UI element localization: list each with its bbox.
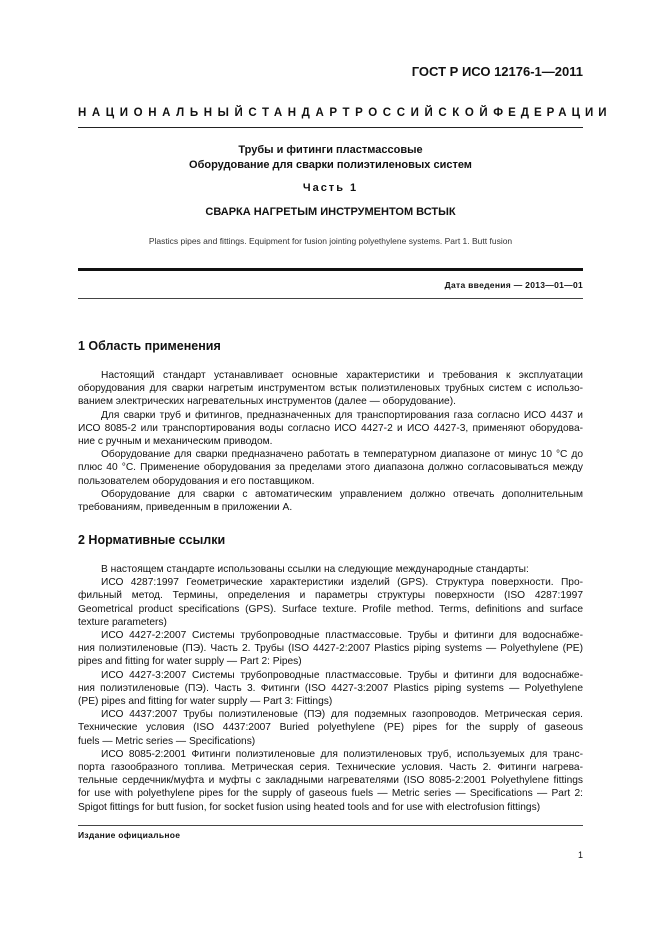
body-line: ния полиэтиленовые (ПЭ). Часть 2. Трубы (ISO 4427-2:2007 Plastics piping systems — Polyethylene (PE) bbox=[78, 643, 583, 655]
body-line: Оборудование для сварки предназначено работать в температурном диапазоне от минус 10 °С до bbox=[101, 449, 583, 461]
body-line: Оборудование для сварки с автоматическим управлением должно отвечать дополнительным bbox=[101, 488, 583, 500]
body-line: ИСО 4437:2007 Трубы полиэтиленовые (ПЭ) для подземных газопроводов. Метрическая серия. bbox=[101, 709, 583, 721]
section-2-heading: 2 Нормативные ссылки bbox=[78, 533, 226, 547]
header-rule bbox=[78, 127, 583, 128]
body-line: Spigot fittings for butt fusion, for socket fusion using heated tools and for use with electrofusion fittings) bbox=[78, 801, 541, 813]
body-line: ние с ручным и механическим приводом. bbox=[78, 436, 273, 448]
body-line: порта газообразного топлива. Метрическая серия. Технические условия. Часть 2. Фитинги нагрева- bbox=[78, 762, 583, 774]
body-line: Настоящий стандарт устанавливает основные характеристики и требования к эксплуатации bbox=[101, 370, 583, 381]
body-line: ИСО 8085-2 или транспортирования воды согласно ИСО 4427-2 и ИСО 4427-3, применяют оборудова- bbox=[78, 422, 583, 434]
banner-word: ФЕДЕРАЦИИ bbox=[493, 107, 612, 119]
title-line-1: Трубы и фитинги пластмассовые bbox=[238, 144, 423, 156]
section-1-heading: 1 Область применения bbox=[78, 339, 221, 353]
body-line: fuels — Metric series — Specifications) bbox=[78, 735, 256, 747]
national-standard-banner bbox=[78, 107, 612, 119]
body-line: texture parameters) bbox=[78, 616, 167, 628]
title-subtitle: СВАРКА НАГРЕТЫМ ИНСТРУМЕНТОМ ВСТЫК bbox=[205, 206, 456, 218]
banner-word: РОССИЙСКОЙ bbox=[355, 107, 494, 119]
section-2-body bbox=[78, 563, 583, 814]
body-line: оборудования для сварки нагретым инструментом встык полиэтиленовых трубных систем с использо- bbox=[78, 383, 583, 395]
date-rule bbox=[78, 298, 583, 299]
body-line: ния полиэтиленовые (ПЭ). Часть 3. Фитинги (ISO 4427-3:2007 Plastics piping systems — Polyethylene bbox=[78, 682, 583, 694]
section-1-body bbox=[78, 369, 583, 514]
body-line: for use with polyethylene pipes for the supply of gaseous fuels — Metric series — Specifications — Part 2: bbox=[78, 788, 583, 800]
body-line: требованиям, приведенным в приложении А. bbox=[78, 502, 293, 514]
body-line: В настоящем стандарте использованы ссылки на следующие международные стандарты: bbox=[101, 564, 529, 575]
introduction-date: Дата введения — 2013—01—01 bbox=[444, 280, 583, 290]
body-line: плюс 40 °С. Применение оборудования за пределами этого диапазона должно согласовываться между bbox=[78, 462, 583, 474]
title-line-2: Оборудование для сварки полиэтиленовых систем bbox=[189, 159, 472, 171]
body-line: Для сварки труб и фитингов, предназначенных для транспортирования газа согласно ИСО 4437 и bbox=[101, 409, 583, 421]
body-line: тельные сердечник/муфта и муфты с закладными нагревателями (ISO 8085-2:2001 Polyethylene fittings bbox=[78, 775, 583, 787]
body-line: ИСО 4287:1997 Геометрические характеристики изделий (GPS). Структура поверхности. Про- bbox=[101, 577, 583, 589]
title-part: Часть 1 bbox=[302, 182, 359, 194]
official-edition: Издание официальное bbox=[78, 830, 181, 840]
body-line: Geometrical product specifications (GPS). Surface texture. Profile method. Terms, definitions and surface bbox=[78, 603, 583, 615]
page-number: 1 bbox=[577, 850, 583, 860]
body-line: (PE) pipes and fitting for water supply — Part 3: Fittings) bbox=[78, 696, 333, 708]
banner-word: НАЦИОНАЛЬНЫЙ bbox=[78, 107, 249, 119]
body-line: ИСО 8085-2:2001 Фитинги полиэтиленовые для полиэтиленовых труб, используемых для транс- bbox=[101, 748, 583, 760]
body-line: Технические условия (ISO 4437:2007 Buried polyethylene (PE) pipes for the supply of gaseous bbox=[78, 722, 583, 734]
body-line: ванием электрических нагревательных инструментов (далее — оборудование). bbox=[78, 396, 456, 408]
body-line: фильный метод. Термины, определения и параметры структуры поверхности (ISO 4287:1997 bbox=[78, 590, 583, 602]
banner-word: СТАНДАРТ bbox=[248, 107, 356, 119]
footer-rule bbox=[78, 825, 583, 826]
english-title: Plastics pipes and fittings. Equipment for fusion jointing polyethylene systems. Part 1. Butt fusion bbox=[148, 236, 513, 246]
document-designation: ГОСТ Р ИСО 12176-1—2011 bbox=[411, 64, 583, 79]
body-line: пользователем оборудования и его поставщиком. bbox=[78, 475, 315, 487]
body-line: pipes and fitting for water supply — Part 2: Pipes) bbox=[78, 656, 302, 668]
body-line: ИСО 4427-2:2007 Системы трубопроводные пластмассовые. Трубы и фитинги для водоснабже- bbox=[101, 630, 583, 642]
body-line: ИСО 4427-3:2007 Системы трубопроводные пластмассовые. Трубы и фитинги для водоснабже- bbox=[101, 669, 583, 681]
title-rule bbox=[78, 268, 583, 271]
